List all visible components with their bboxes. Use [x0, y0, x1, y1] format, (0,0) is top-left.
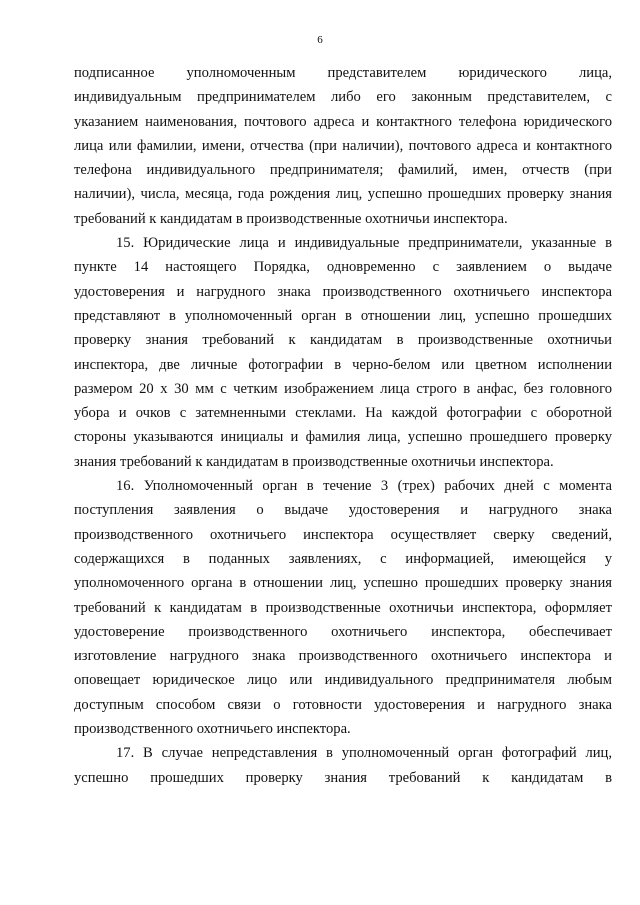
text-line: содержащихся в поданных заявлениях, с информацией, имеющейся у [74, 550, 612, 567]
text-line: успешно прошедших проверку знания требований к кандидатам в [74, 769, 612, 786]
text-line: изготовление нагрудного знака производственного охотничьего инспектора и [74, 648, 612, 665]
text-line: поступления заявления о выдаче удостоверения и нагрудного знака [74, 502, 612, 519]
text-line: 17. В случае непредставления в уполномоченный орган фотографий лиц, [116, 745, 612, 762]
text-line: подписанное уполномоченным представителем юридического лица, [74, 65, 612, 81]
text-line: убора и очков с затемненными стеклами. На каждой фотографии с оборотной [74, 405, 612, 422]
page-number: 6 [317, 34, 323, 46]
text-line: проверку знания требований к кандидатам в производственные охотничьи [74, 332, 612, 349]
text-line: удостоверения и нагрудного знака производственного охотничьего инспектора [74, 283, 612, 300]
paragraph-continuation [74, 61, 612, 231]
text-line: производственного охотничьего инспектора осуществляет сверку сведений, [74, 526, 612, 543]
text-line: размером 20 x 30 мм с четким изображением лица строго в анфас, без головного [74, 380, 612, 397]
text-line: стороны указываются инициалы и фамилия лица, успешно прошедшего проверку [74, 429, 612, 446]
text-line: представляют в уполномоченный орган в отношении лиц, успешно прошедших [74, 307, 612, 324]
paragraph-15 [74, 231, 612, 474]
text-line: уполномоченного органа в отношении лиц, успешно прошедших проверку знания [74, 575, 612, 592]
document-body [74, 61, 612, 790]
text-line: доступным способом связи о готовности удостоверения и нагрудного знака [74, 696, 612, 713]
text-line: требований к кандидатам в производственные охотничьи инспектора. [74, 210, 508, 227]
text-line: инспектора, две личные фотографии в черно-белом или цветном исполнении [74, 356, 612, 373]
text-line: индивидуальным предпринимателем либо его законным представителем, с [74, 89, 612, 106]
text-line: лица или фамилии, имени, отчества (при наличии), почтового адреса и контактного [74, 137, 612, 154]
text-line: производственного охотничьего инспектора. [74, 721, 351, 738]
text-line: 15. Юридические лица и индивидуальные предприниматели, указанные в [116, 235, 612, 252]
text-line: требований к кандидатам в производственные охотничьи инспектора, оформляет [74, 599, 612, 616]
text-line: оповещает юридическое лицо или индивидуального предпринимателя любым [74, 672, 612, 689]
paragraph-16 [74, 474, 612, 741]
text-line: указанием наименования, почтового адреса и контактного телефона юридического [74, 113, 612, 130]
text-line: знания требований к кандидатам в производственные охотничьи инспектора. [74, 453, 554, 470]
text-line: телефона индивидуального предпринимателя; фамилий, имен, отчеств (при [74, 162, 612, 179]
text-line: пункте 14 настоящего Порядка, одновременно с заявлением о выдаче [74, 259, 612, 276]
text-line: 16. Уполномоченный орган в течение 3 (трех) рабочих дней с момента [116, 478, 612, 495]
text-line: удостоверение производственного охотничьего инспектора, обеспечивает [74, 623, 612, 640]
paragraph-17 [74, 741, 612, 790]
text-line: наличии), числа, месяца, года рождения лиц, успешно прошедших проверку знания [74, 186, 612, 203]
